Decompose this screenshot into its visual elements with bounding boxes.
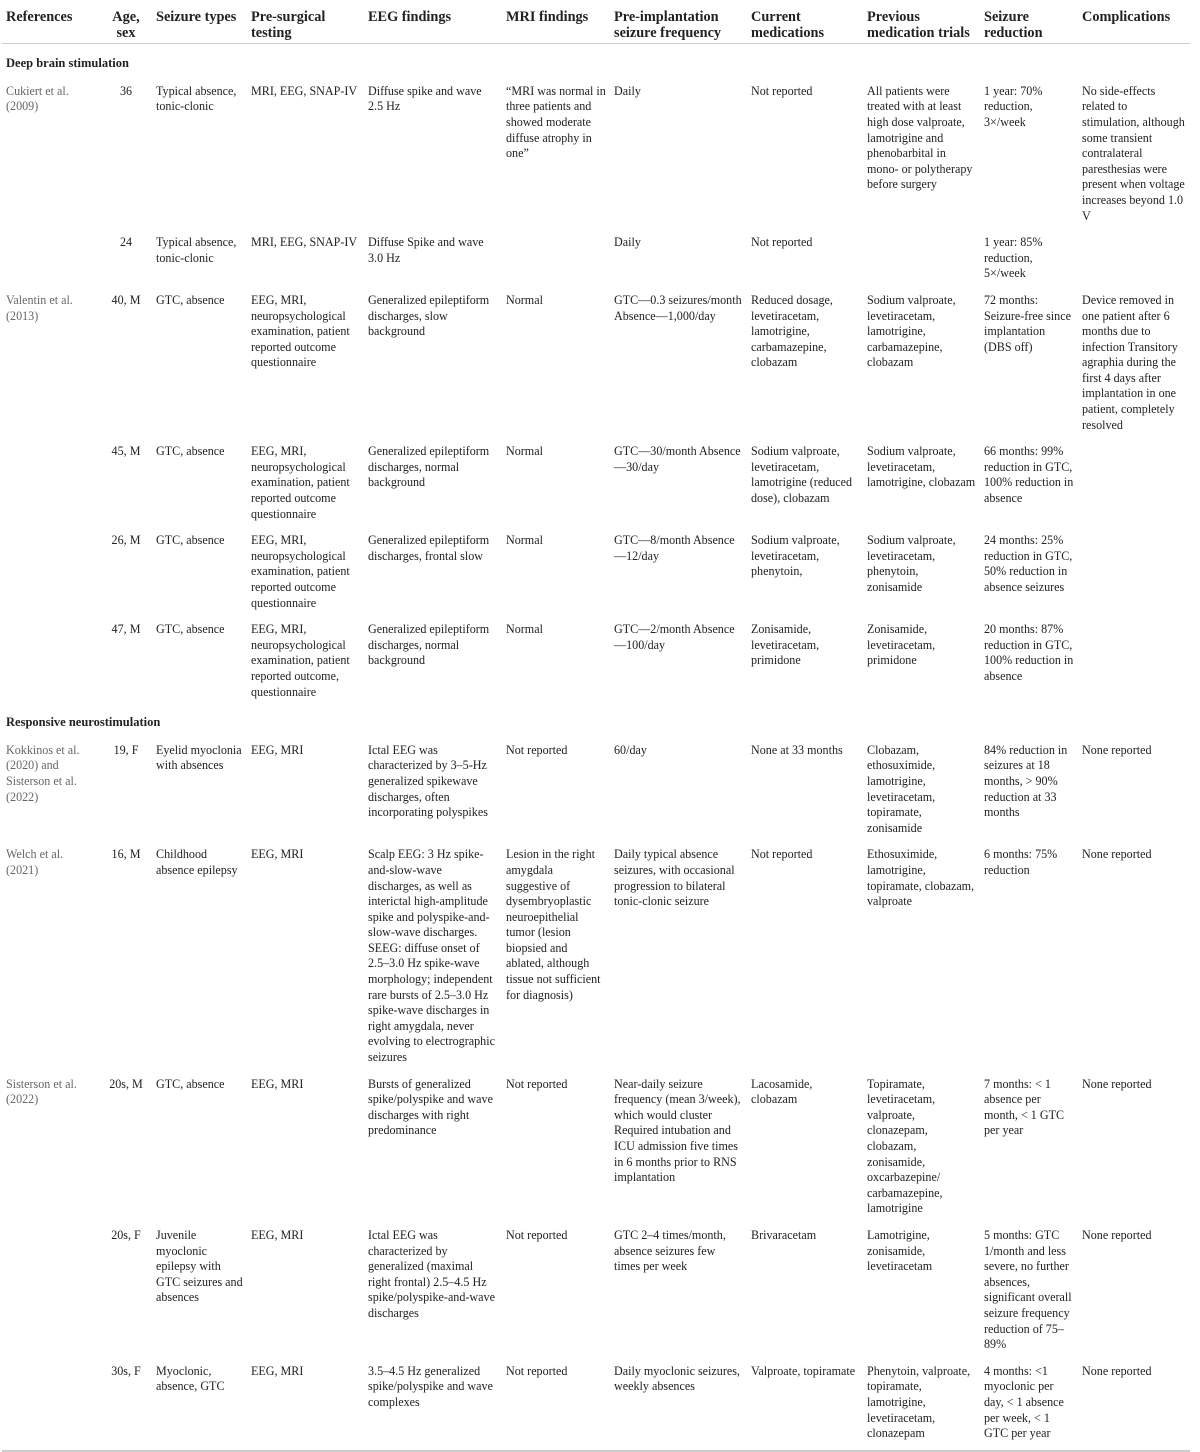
cell-prev-meds: All patients were treated with at least high dose valproate, lamotrigine and phenobarbital in mono- or polytherapy before surgery bbox=[867, 83, 973, 192]
table-row bbox=[2, 285, 1190, 436]
cell-age-sex: 45, M bbox=[111, 444, 141, 459]
cell-reference bbox=[2, 227, 100, 285]
header-row bbox=[2, 0, 1190, 44]
cell-eeg: Ictal EEG was characterized by 3–5-Hz generalized spikewave discharges, often incorporating polyspikes bbox=[368, 742, 488, 820]
cell-reference bbox=[2, 525, 100, 614]
cell-seizure-types: GTC, absence bbox=[156, 444, 225, 459]
col-header-seizure-types: Seizure types bbox=[152, 0, 247, 44]
cell-seizure-types: Childhood absence epilepsy bbox=[156, 847, 238, 877]
cell-current-meds: Zonisamide, levetiracetam, primidone bbox=[751, 622, 820, 668]
cell-pre-surgical: EEG, MRI, neuropsychological examination, patient reported outcome, questionnaire bbox=[251, 622, 350, 699]
cell-prev-meds: Sodium valproate, levetiracetam, phenytoin, zonisamide bbox=[867, 533, 956, 594]
cell-eeg: Generalized epileptiform discharges, frontal slow bbox=[368, 533, 490, 563]
cell-reduction: 4 months: <1 myoclonic per day, < 1 absence per week, < 1 GTC per year bbox=[984, 1363, 1064, 1441]
cell-reduction: 5 months: GTC 1/month and less severe, no further absences, significant overall seizure frequency reduction of 75–89% bbox=[984, 1227, 1072, 1352]
cell-current-meds: Not reported bbox=[751, 847, 813, 862]
cell-reference bbox=[2, 436, 100, 525]
cell-prev-meds: Phenytoin, valproate, topiramate, lamotrigine, levetiracetam, clonazepam bbox=[867, 1363, 971, 1441]
cell-mri: “MRI was normal in three patients and showed moderate diffuse atrophy in one” bbox=[506, 83, 606, 161]
col-header-age-sex: Age, sex bbox=[100, 0, 152, 44]
table-row bbox=[2, 76, 1190, 227]
cell-eeg: Generalized epileptiform discharges, slow background bbox=[368, 292, 490, 339]
cell-eeg: Diffuse Spike and wave 3.0 Hz bbox=[368, 235, 484, 265]
cell-age-sex: 36 bbox=[119, 83, 133, 98]
cell-mri: Not reported bbox=[506, 1227, 568, 1242]
section-row-dbs bbox=[2, 44, 1190, 76]
cell-reference bbox=[2, 614, 100, 703]
cell-eeg: Generalized epileptiform discharges, normal background bbox=[368, 444, 490, 490]
cell-mri: Lesion in the right amygdala suggestive of dysembryoplastic neuroepithelial tumor (lesion biopsied and ablated, although tissue not sufficient for diagnosis) bbox=[506, 847, 601, 1002]
cell-pre-surgical: MRI, EEG, SNAP-IV bbox=[251, 83, 358, 98]
cell-seizure-types: GTC, absence bbox=[156, 533, 225, 548]
table-row bbox=[2, 839, 1190, 1068]
cell-current-meds: Not reported bbox=[751, 235, 813, 250]
table-row bbox=[2, 525, 1190, 614]
cell-current-meds: Brivaracetam bbox=[751, 1227, 817, 1242]
cell-reduction: 6 months: 75% reduction bbox=[984, 847, 1058, 877]
cell-pre-surgical: EEG, MRI bbox=[251, 742, 304, 757]
cell-current-meds: Not reported bbox=[751, 83, 813, 98]
cell-mri: Not reported bbox=[506, 1363, 568, 1378]
cell-reference: Sisterson et al. (2022) bbox=[6, 1076, 77, 1107]
cell-prev-meds: Sodium valproate, levetiracetam, lamotrigine, carbamazepine, clobazam bbox=[867, 292, 956, 370]
cell-age-sex: 20s, M bbox=[109, 1076, 143, 1091]
cell-prev-meds: Ethosuximide, lamotrigine, topiramate, clobazam, valproate bbox=[867, 847, 975, 909]
cell-reduction: 1 year: 85% reduction, 5×/week bbox=[984, 235, 1043, 281]
cell-seizure-types: GTC, absence bbox=[156, 1076, 225, 1091]
cell-seizure-types: Typical absence, tonic-clonic bbox=[156, 235, 237, 265]
cell-pre-impl: Near-daily seizure frequency (mean 3/week), which would cluster Required intubation and ICU admission five times in 6 months prior to RNS implantation bbox=[614, 1076, 741, 1185]
cell-seizure-types: Typical absence, tonic-clonic bbox=[156, 83, 237, 114]
col-header-prev-meds: Previous medication trials bbox=[863, 0, 980, 44]
cell-mri: Normal bbox=[506, 292, 543, 307]
cell-complications bbox=[1078, 227, 1190, 285]
cell-pre-surgical: EEG, MRI bbox=[251, 1363, 304, 1378]
cell-pre-impl: GTC—30/month Absence—30/day bbox=[614, 444, 741, 474]
cell-seizure-types: Juvenile myoclonic epilepsy with GTC seizures and absences bbox=[156, 1227, 243, 1305]
table-row bbox=[2, 614, 1190, 703]
cell-age-sex: 47, M bbox=[111, 622, 141, 637]
cell-reduction: 84% reduction in seizures at 18 months, > 90% reduction at 33 months bbox=[984, 742, 1068, 820]
col-header-current-meds: Current medications bbox=[747, 0, 863, 44]
section-title-rns: Responsive neurostimulation bbox=[6, 715, 161, 730]
table-row bbox=[2, 1220, 1190, 1356]
table-row bbox=[2, 436, 1190, 525]
cell-complications: No side-effects related to stimulation, although some transient contralateral paresthesias were present when voltage increases beyond 1.0 V bbox=[1082, 83, 1185, 223]
cell-pre-surgical: EEG, MRI bbox=[251, 1227, 304, 1242]
cell-reference: Kokkinos et al. (2020) and Sisterson et al. (2022) bbox=[6, 742, 80, 804]
cell-complications bbox=[1078, 436, 1190, 525]
section-row-rns bbox=[2, 703, 1190, 735]
cell-complications: None reported bbox=[1082, 1076, 1152, 1091]
cell-pre-impl: Daily typical absence seizures, with occasional progression to bilateral tonic-clonic seizure bbox=[614, 847, 735, 909]
cell-reduction: 66 months: 99% reduction in GTC, 100% reduction in absence bbox=[984, 444, 1074, 506]
cell-reduction: 7 months: < 1 absence per month, < 1 GTC per year bbox=[984, 1076, 1065, 1138]
col-header-references: References bbox=[2, 0, 100, 44]
cell-pre-impl: Daily bbox=[614, 83, 641, 98]
cell-pre-surgical: EEG, MRI, neuropsychological examination, patient reported outcome questionnaire bbox=[251, 292, 350, 370]
cell-current-meds: None at 33 months bbox=[751, 742, 843, 757]
cell-reference: Cukiert et al. (2009) bbox=[6, 83, 69, 114]
cell-complications: None reported bbox=[1082, 847, 1152, 862]
cell-age-sex: 19, F bbox=[113, 742, 139, 757]
results-table bbox=[2, 0, 1190, 1452]
cell-eeg: Bursts of generalized spike/polyspike and wave discharges with right predominance bbox=[368, 1076, 493, 1138]
cell-pre-impl: GTC—0.3 seizures/month Absence—1,000/day bbox=[614, 292, 742, 323]
cell-pre-impl: GTC 2–4 times/month, absence seizures few times per week bbox=[614, 1227, 726, 1274]
cell-current-meds: Lacosamide, clobazam bbox=[751, 1076, 813, 1107]
cell-pre-impl: GTC—8/month Absence—12/day bbox=[614, 533, 735, 563]
table-row bbox=[2, 735, 1190, 840]
cell-complications bbox=[1078, 614, 1190, 703]
cell-current-meds: Sodium valproate, levetiracetam, phenytoin, bbox=[751, 533, 840, 579]
cell-reference bbox=[2, 1356, 100, 1451]
cell-current-meds: Reduced dosage, levetiracetam, lamotrigine, carbamazepine, clobazam bbox=[751, 292, 833, 370]
col-header-pre-surgical: Pre-surgical testing bbox=[247, 0, 364, 44]
cell-mri: Normal bbox=[506, 444, 543, 459]
cell-eeg: 3.5–4.5 Hz generalized spike/polyspike and wave complexes bbox=[368, 1363, 493, 1409]
cell-mri: Not reported bbox=[506, 742, 568, 757]
cell-reduction: 24 months: 25% reduction in GTC, 50% reduction in absence seizures bbox=[984, 533, 1073, 594]
cell-pre-surgical: MRI, EEG, SNAP-IV bbox=[251, 235, 358, 250]
col-header-mri: MRI findings bbox=[502, 0, 610, 44]
cell-complications: None reported bbox=[1082, 1363, 1152, 1378]
cell-eeg: Ictal EEG was characterized by generalized (maximal right frontal) 2.5–4.5 Hz spike/polyspike-and-wave discharges bbox=[368, 1227, 495, 1320]
col-header-eeg: EEG findings bbox=[364, 0, 502, 44]
cell-reference: Valentin et al. (2013) bbox=[6, 292, 73, 323]
cell-reduction: 20 months: 87% reduction in GTC, 100% reduction in absence bbox=[984, 622, 1074, 683]
cell-prev-meds bbox=[863, 227, 980, 285]
cell-pre-surgical: EEG, MRI bbox=[251, 1076, 304, 1091]
cell-age-sex: 30s, F bbox=[111, 1363, 141, 1378]
cell-current-meds: Valproate, topiramate bbox=[751, 1363, 856, 1378]
table-row bbox=[2, 1356, 1190, 1451]
cell-eeg: Diffuse spike and wave 2.5 Hz bbox=[368, 83, 482, 114]
cell-complications: None reported bbox=[1082, 742, 1152, 757]
cell-complications bbox=[1078, 525, 1190, 614]
cell-pre-impl: GTC—2/month Absence—100/day bbox=[614, 622, 735, 652]
cell-pre-surgical: EEG, MRI, neuropsychological examination, patient reported outcome questionnaire bbox=[251, 533, 350, 610]
cell-seizure-types: Eyelid myoclonia with absences bbox=[156, 742, 242, 773]
cell-reference bbox=[2, 1220, 100, 1356]
cell-reference: Welch et al. (2021) bbox=[6, 847, 64, 877]
cell-eeg: Scalp EEG: 3 Hz spike-and-slow-wave discharges, as well as interictal high-amplitude spike and polyspike-and-slow-wave discharges. SEEG: diffuse onset of 2.5–3.0 Hz spike-wave morphology; independent rare bursts of 2.5–3.0 Hz spike-wave discharges in right amygdala, never evolving to electrographic seizures bbox=[368, 847, 495, 1065]
cell-prev-meds: Topiramate, levetiracetam, valproate, clonazepam, clobazam, zonisamide, oxcarbazepine/ carbamazepine, lamotrigine bbox=[867, 1076, 943, 1216]
cell-mri: Normal bbox=[506, 533, 543, 548]
cell-reduction: 72 months: Seizure-free since implantation (DBS off) bbox=[984, 292, 1071, 354]
cell-eeg: Generalized epileptiform discharges, normal background bbox=[368, 622, 490, 668]
cell-prev-meds: Sodium valproate, levetiracetam, lamotrigine, clobazam bbox=[867, 444, 976, 490]
cell-pre-impl: Daily myoclonic seizures, weekly absences bbox=[614, 1363, 740, 1394]
cell-pre-surgical: EEG, MRI bbox=[251, 847, 304, 862]
cell-reduction: 1 year: 70% reduction, 3×/week bbox=[984, 83, 1043, 129]
cell-complications: None reported bbox=[1082, 1227, 1152, 1242]
col-header-complications: Complications bbox=[1078, 0, 1190, 44]
cell-age-sex: 26, M bbox=[111, 533, 141, 548]
cell-age-sex: 40, M bbox=[111, 292, 141, 307]
cell-age-sex: 20s, F bbox=[111, 1227, 141, 1242]
cell-pre-impl: Daily bbox=[614, 235, 641, 250]
cell-age-sex: 16, M bbox=[111, 847, 141, 862]
cell-pre-surgical: EEG, MRI, neuropsychological examination, patient reported outcome questionnaire bbox=[251, 444, 350, 521]
cell-prev-meds: Lamotrigine, zonisamide, levetiracetam bbox=[867, 1227, 933, 1274]
cell-seizure-types: GTC, absence bbox=[156, 292, 225, 307]
col-header-pre-impl: Pre-implantation seizure frequency bbox=[610, 0, 747, 44]
cell-seizure-types: GTC, absence bbox=[156, 622, 225, 637]
cell-age-sex: 24 bbox=[119, 235, 133, 250]
cell-mri: Normal bbox=[506, 622, 543, 637]
cell-seizure-types: Myoclonic, absence, GTC bbox=[156, 1363, 225, 1394]
table-row bbox=[2, 1069, 1190, 1220]
cell-current-meds: Sodium valproate, levetiracetam, lamotrigine (reduced dose), clobazam bbox=[751, 444, 853, 506]
cell-prev-meds: Clobazam, ethosuximide, lamotrigine, levetiracetam, topiramate, zonisamide bbox=[867, 742, 936, 835]
cell-pre-impl: 60/day bbox=[614, 742, 647, 757]
cell-mri: Not reported bbox=[506, 1076, 568, 1091]
cell-mri bbox=[502, 227, 610, 285]
cell-complications: Device removed in one patient after 6 months due to infection Transitory agraphia during the first 4 days after implantation in one patient, completely resolved bbox=[1082, 292, 1178, 432]
section-title-dbs: Deep brain stimulation bbox=[6, 56, 129, 71]
col-header-reduction: Seizure reduction bbox=[980, 0, 1078, 44]
cell-prev-meds: Zonisamide, levetiracetam, primidone bbox=[867, 622, 936, 668]
table-row bbox=[2, 227, 1190, 285]
